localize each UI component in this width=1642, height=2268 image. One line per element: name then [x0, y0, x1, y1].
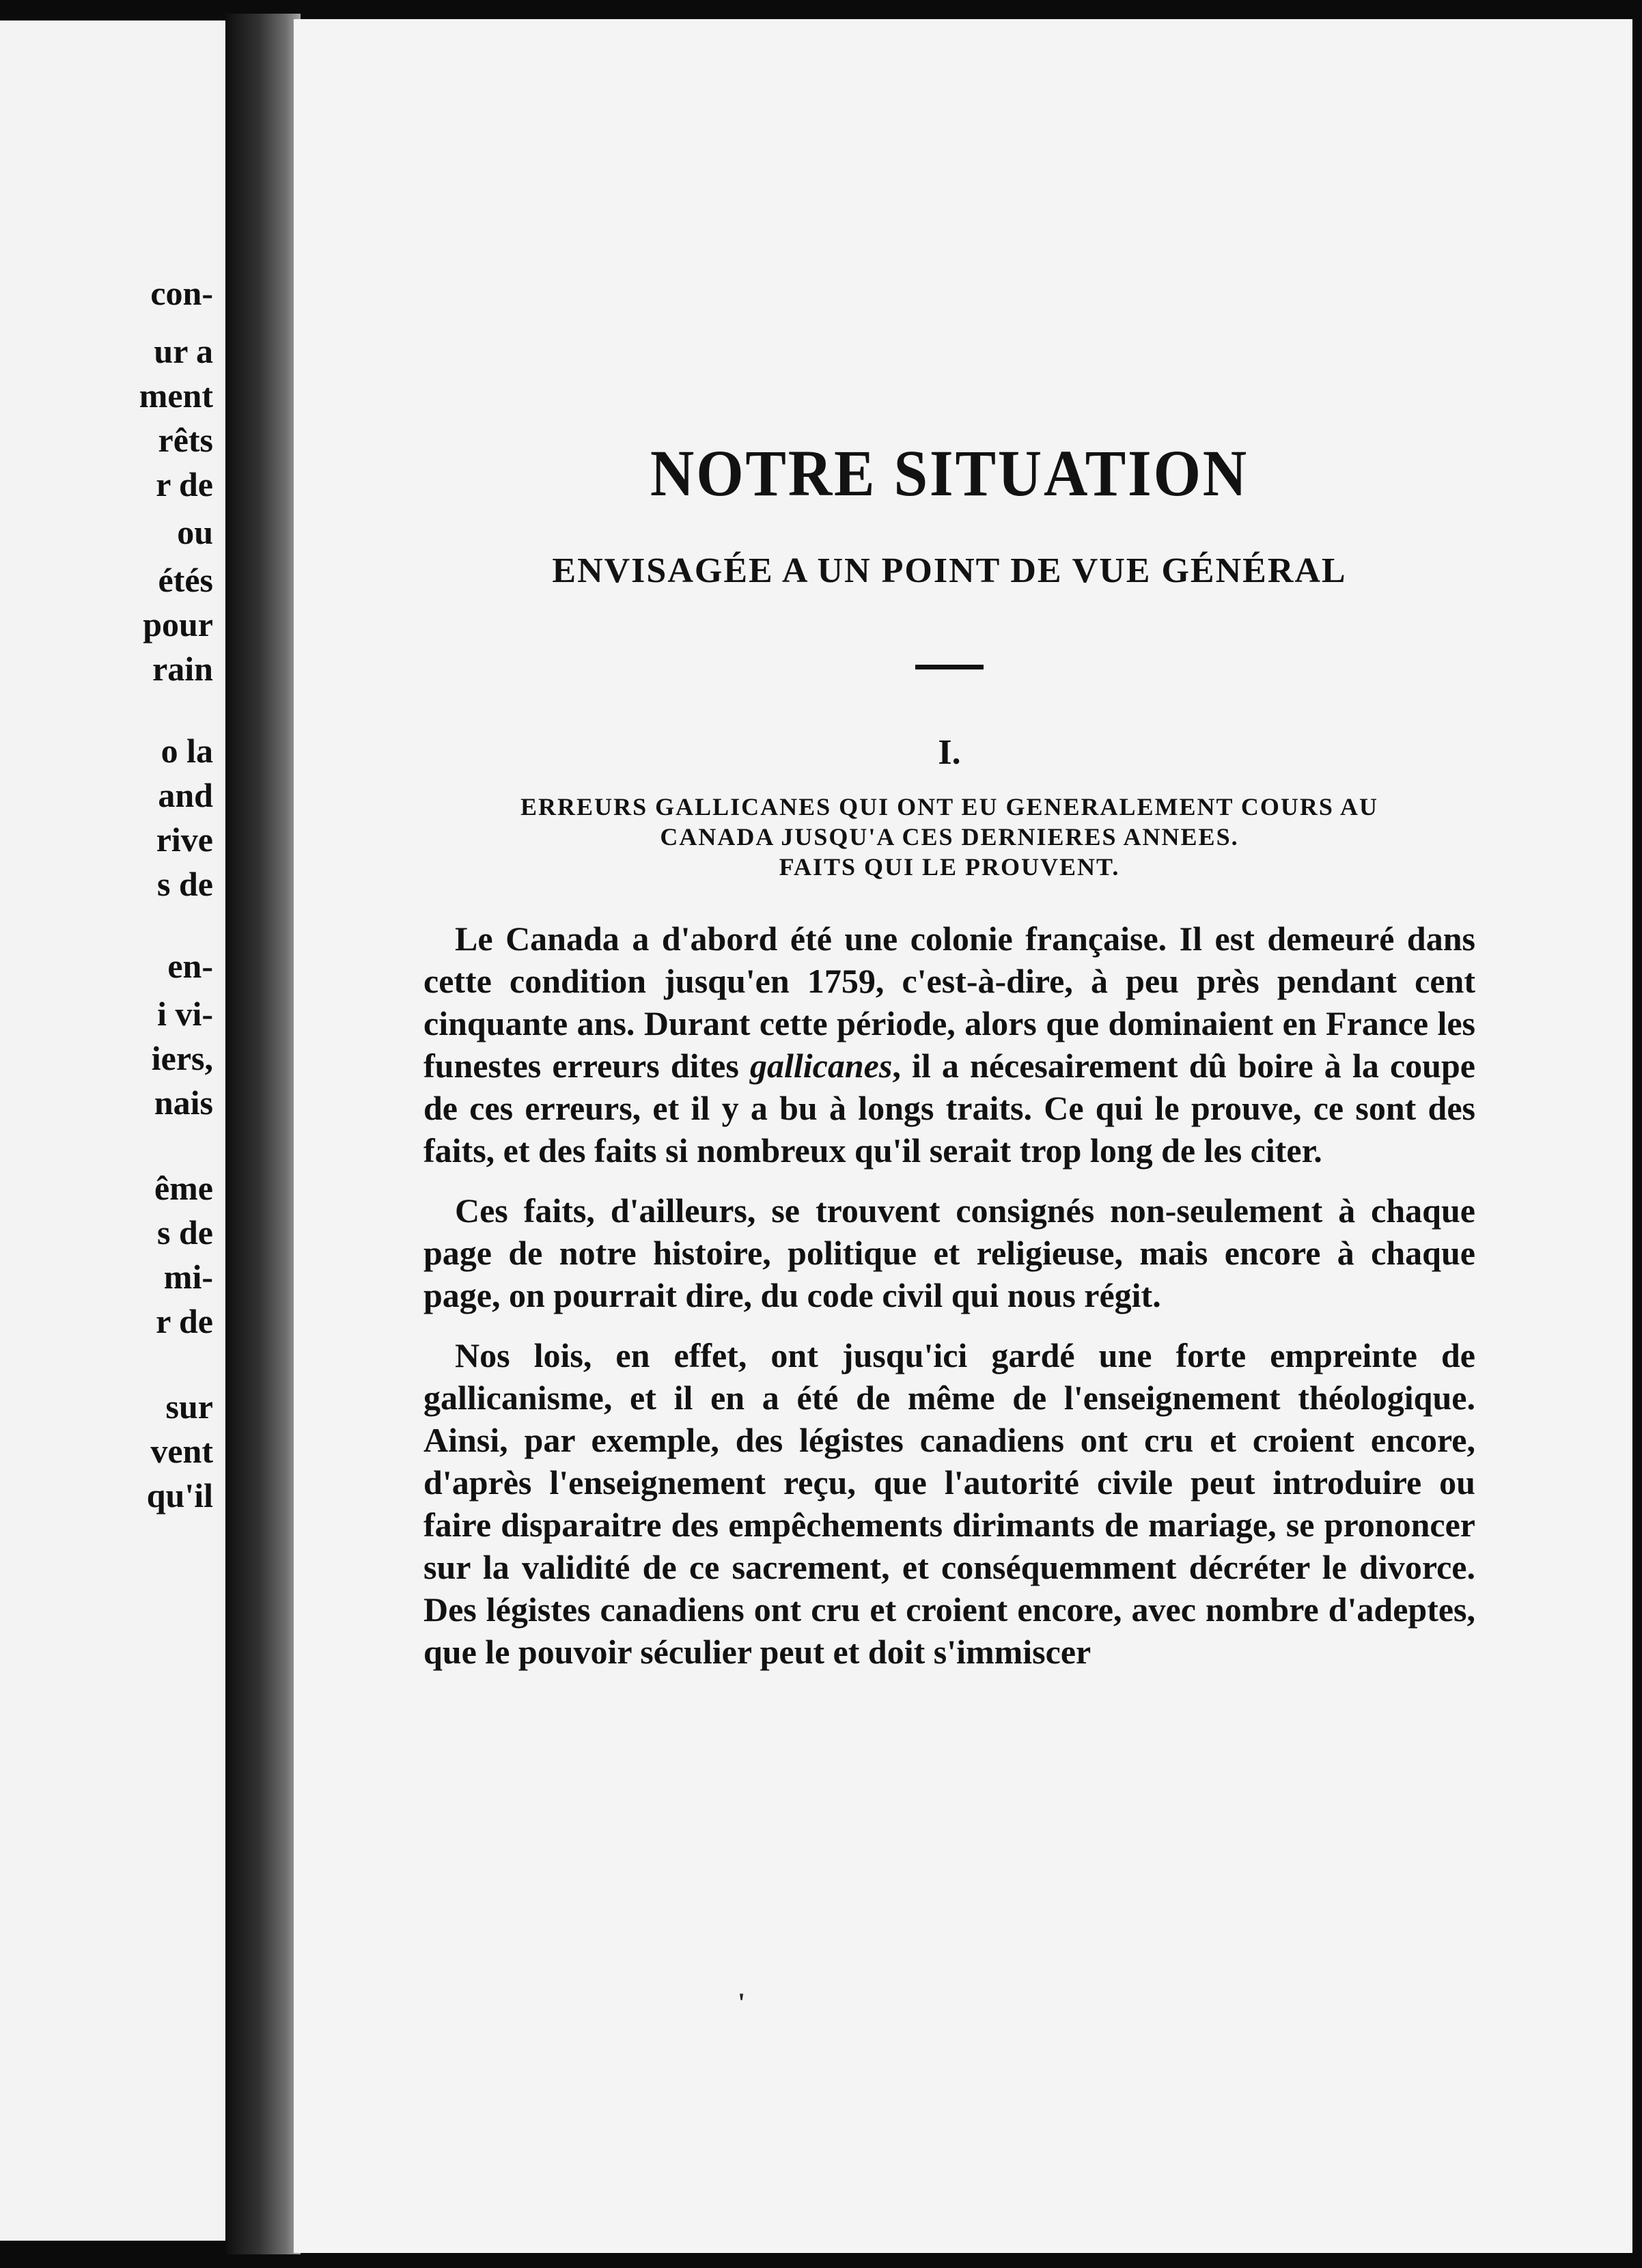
- section-heading-line: CANADA JUSQU'A CES DERNIERES ANNEES.: [660, 823, 1239, 850]
- left-page-text-fragment: rain: [152, 650, 213, 688]
- left-page-text-fragment: r de: [156, 465, 213, 503]
- main-page: [294, 19, 1632, 2253]
- left-page-text-fragment: r de: [156, 1302, 213, 1340]
- left-page-text-fragment: étés: [158, 561, 213, 599]
- left-page-text-fragment: mi-: [163, 1258, 213, 1296]
- section-number: I.: [938, 733, 961, 772]
- title-divider-rule: [915, 665, 984, 669]
- section-heading-line: ERREURS GALLICANES QUI ONT EU GENERALEMENT COURS AU: [520, 793, 1378, 820]
- left-page-text-fragment: ment: [139, 376, 213, 415]
- left-page-text-fragment: ou: [177, 513, 213, 551]
- page-title: NOTRE SITUATION: [650, 437, 1249, 510]
- section-heading-line: FAITS QUI LE PROUVENT.: [779, 853, 1120, 881]
- left-page-text-fragment: rive: [156, 820, 213, 859]
- left-page-text-fragment: pour: [143, 605, 213, 644]
- page-content: [423, 436, 1475, 1673]
- left-page-text-fragment: iers,: [151, 1039, 213, 1077]
- left-page-text-fragment: o la: [161, 732, 213, 770]
- body-paragraph: Le Canada a d'abord été une colonie française. Il est demeuré dans cette condition jusqu'en 1759, c'est-à-dire, à peu près pendant cent cinquante ans. Durant cette période, alors que dominaient en France les funestes erreurs dites gallicanes, il a nécesairement dû boire à la coupe de ces erreurs, et il y a bu à longs traits. Ce qui le prouve, ce sont des faits, et des faits si nombreux qu'il serait trop long de les citer.: [423, 919, 1475, 1170]
- page-subtitle: ENVISAGÉE A UN POINT DE VUE GÉNÉRAL: [552, 551, 1347, 590]
- left-page-text-fragment: s de: [157, 1213, 213, 1251]
- body-paragraph: Ces faits, d'ailleurs, se trouvent consignés non-seulement à chaque page de notre histoire, politique et religieuse, mais encore à chaque page, on pourrait dire, du code civil qui nous régit.: [423, 1191, 1475, 1314]
- left-page-text-fragment: con-: [150, 274, 213, 312]
- left-page-text-fragment: s de: [157, 865, 213, 903]
- body-paragraph: Nos lois, en effet, ont jusqu'ici gardé une forte empreinte de gallicanisme, et il en a été de même de l'enseignement théologique. Ainsi, par exemple, des légistes canadiens ont cru et croient encore, d'après l'enseignement reçu, que l'autorité civile peut introduire ou faire disparaitre des empêchements dirimants de mariage, se prononcer sur la validité de ce sacrement, et conséquemment décréter le divorce. Des légistes canadiens ont cru et croient encore, avec nombre d'adeptes, que le pouvoir séculier peut et doit s'immiscer: [423, 1336, 1475, 1671]
- left-page-text-fragment: qu'il: [146, 1476, 213, 1515]
- left-page-text-fragment: sur: [165, 1387, 213, 1426]
- left-page-text-fragment: vent: [150, 1432, 213, 1470]
- left-page-text-fragment: rêts: [158, 421, 213, 459]
- book-gutter-shadow: [225, 14, 301, 2254]
- italic-term: gallicanes: [749, 1047, 893, 1085]
- footer-mark: ': [738, 1987, 746, 2018]
- left-page-text-fragment: and: [158, 776, 213, 814]
- left-page-text-fragment: en-: [167, 947, 213, 985]
- left-page-text-fragment: ême: [154, 1169, 213, 1207]
- left-page-text-fragment: nais: [154, 1083, 213, 1122]
- section-heading: [423, 792, 1475, 882]
- left-facing-page: [0, 20, 227, 2241]
- left-page-text-fragment: i vi-: [157, 995, 213, 1033]
- left-page-text-fragment: ur a: [154, 332, 213, 370]
